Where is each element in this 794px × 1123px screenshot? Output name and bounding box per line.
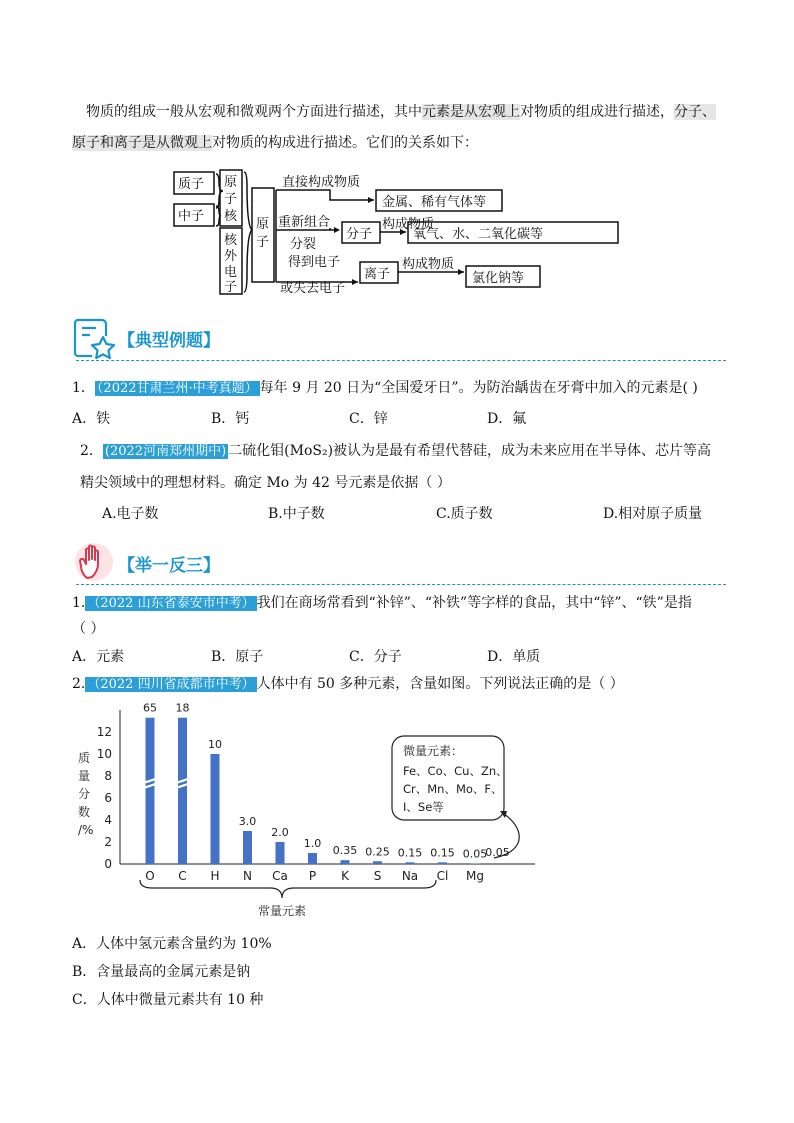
direct-label: 直接构成物质 (282, 175, 361, 190)
section-divider (76, 360, 726, 361)
q4-option-b[interactable]: B．含量最高的金属元素是钠 (72, 964, 251, 980)
category-label-Ca: Ca (272, 869, 288, 883)
y-axis-label-char: 质 (78, 751, 91, 765)
hand-icon (72, 540, 116, 584)
y-tick-label: 8 (104, 769, 112, 783)
bar-Ca (276, 842, 285, 864)
category-label-N: N (243, 869, 252, 883)
value-label-Cl: 0.15 (430, 846, 455, 860)
y-tick-label: 0 (104, 857, 112, 871)
constitute-label-1: 构成物质 (382, 217, 435, 232)
bar-C (178, 718, 187, 864)
ion-label: 离子 (364, 267, 391, 282)
q1-option-b[interactable]: B．钙 (211, 411, 250, 427)
trace-elements-line: I、Se等 (403, 800, 444, 814)
question-source-tag: (2022河南郑州期中) (104, 444, 227, 459)
trace-elements-line: Fe、Co、Cu、Zn、 (403, 764, 508, 778)
value-label-K: 0.35 (332, 844, 358, 858)
q1-option-d[interactable]: D．氟 (487, 411, 527, 427)
category-label-S: S (373, 869, 382, 883)
electron-char: 电 (224, 265, 238, 280)
trace-elements-title: 微量元素： (403, 744, 464, 758)
section-divider (76, 584, 726, 585)
q1-option-c[interactable]: C．锌 (349, 411, 388, 427)
ion-examples-label: 氯化钠等 (472, 271, 525, 286)
bar-O (146, 718, 155, 864)
q4-option-c[interactable]: C．人体中微量元素共有 10 种 (72, 992, 264, 1008)
intro-highlight-micro: 原子和离子是从微观上 (72, 135, 212, 151)
neutron-label: 中子 (178, 209, 205, 224)
section-title-typical-examples: 【典型例题】 (118, 331, 220, 351)
nucleus-char: 子 (224, 192, 238, 207)
metals-label: 金属、稀有气体等 (382, 195, 487, 210)
bar-S (373, 861, 382, 864)
major-elements-label: 常量元素 (257, 904, 307, 918)
q2-option-d[interactable]: D.相对原子质量 (603, 506, 703, 522)
y-tick-label: 12 (96, 725, 112, 739)
bar-Na (406, 862, 415, 864)
value-label-S: 0.25 (365, 845, 390, 859)
category-label-Na: Na (401, 869, 419, 883)
question-number: 2． (80, 443, 103, 459)
q3-option-d[interactable]: D．单质 (487, 649, 541, 665)
category-label-Cl: Cl (436, 869, 449, 883)
intro-highlight-macro: 元素是从宏观上 (422, 104, 520, 120)
value-label-P: 1.0 (303, 837, 322, 850)
category-label-P: P (308, 869, 317, 883)
question-source-tag: （2022甘肃兰州·中考真题） (96, 381, 258, 396)
bar-N (243, 831, 252, 864)
category-label-K: K (341, 869, 349, 883)
category-label-H: H (210, 869, 220, 883)
question-text: 每年 9 月 20 日为“全国爱牙日”。为防治龋齿在牙膏中加入的元素是( ) (259, 380, 698, 396)
question-text: 二硫化钼(MoS₂)被认为是最有希望代替硅，成为未来应用在半导体、芯片等高 (228, 443, 712, 459)
question-2-line-2: 精尖领域中的理想材料。确定 Mo 为 42 号元素是依据（ ） (80, 475, 451, 491)
value-label-extra: 0.05 (485, 846, 510, 859)
lose-electron-label: 或失去电子 (280, 281, 346, 296)
question-3-line-2: （ ） (72, 621, 105, 637)
question-number: 1. (72, 595, 86, 611)
question-2 (80, 441, 711, 462)
value-label-Na: 0.15 (397, 846, 423, 860)
nucleus-char: 原 (224, 175, 238, 190)
chart-y-ticks (97, 725, 112, 871)
value-label-O: 65 (143, 701, 157, 715)
question-text: 人体中有 50 多种元素，含量如图。下列说法正确的是（ ） (256, 676, 624, 692)
bar-H (211, 754, 220, 864)
q3-option-c[interactable]: C．分子 (349, 649, 402, 665)
q3-option-a[interactable]: A．元素 (72, 649, 125, 665)
question-1 (72, 378, 698, 399)
y-axis-label-char: 数 (78, 805, 91, 819)
value-label-Ca: 2.0 (271, 826, 289, 839)
bar-K (341, 860, 350, 864)
q2-option-c[interactable]: C.质子数 (436, 506, 493, 522)
value-label-H: 10 (208, 738, 222, 751)
category-label-O: O (145, 869, 155, 883)
question-source-tag: （2022 四川省成都市中考） (87, 677, 255, 692)
y-tick-label: 4 (104, 813, 112, 827)
question-text: 我们在商场常看到“补锌”、“补铁”等字样的食品，其中“锌”、“铁”是指 (256, 595, 692, 611)
intro-text: 对物质的构成进行描述。它们的关系如下： (212, 135, 478, 151)
electron-char: 核 (224, 233, 238, 248)
q4-option-a[interactable]: A．人体中氢元素含量约为 10% (72, 936, 272, 952)
value-label-N: 3.0 (238, 815, 257, 828)
electron-char: 子 (224, 280, 238, 295)
y-tick-label: 10 (96, 747, 112, 761)
intro-highlight-molecule: 分子、 (674, 104, 716, 120)
y-axis-label-char: 分 (78, 787, 91, 801)
bar-P (308, 853, 317, 864)
molecule-label: 分子 (346, 227, 373, 242)
split-label: 分裂 (290, 237, 317, 252)
y-tick-label: 2 (104, 835, 112, 849)
gain-electron-label: 得到电子 (288, 255, 341, 270)
section-title-practice: 【举一反三】 (118, 556, 220, 576)
q3-option-b[interactable]: B．原子 (211, 649, 264, 665)
category-label-C: C (178, 869, 187, 883)
proton-label: 质子 (178, 177, 205, 192)
value-label-C: 18 (175, 701, 190, 715)
element-content-chart (70, 700, 550, 925)
recombine-label: 重新组合 (278, 215, 331, 230)
question-source-tag: （2022 山东省泰安市中考） (87, 596, 255, 611)
question-4 (72, 674, 624, 695)
constitute-label-2: 构成物质 (402, 257, 455, 272)
molecule-examples-label: 氧气、水、二氧化碳等 (413, 227, 544, 242)
q2-option-b[interactable]: B.中子数 (268, 506, 325, 522)
intro-line-2 (72, 133, 478, 153)
nucleus-char: 核 (224, 209, 238, 224)
y-tick-label: 6 (104, 791, 112, 805)
intro-text: 物质的组成一般从宏观和微观两个方面进行描述，其中 (86, 104, 422, 120)
q2-option-a[interactable]: A.电子数 (102, 506, 159, 522)
atom-char: 原 (256, 217, 270, 232)
intro-text: 对物质的组成进行描述， (520, 104, 674, 120)
value-label-Mg: 0.05 (462, 847, 488, 861)
question-number: 1． (72, 380, 95, 396)
category-label-Mg: Mg (466, 869, 484, 883)
trace-elements-line: Cr、Mn、Mo、F、 (403, 782, 503, 796)
electron-char: 外 (224, 249, 238, 264)
bar-Mg (471, 863, 480, 864)
chart-y-axis-label (78, 750, 93, 837)
bar-Cl (438, 862, 447, 864)
chart-category-labels (145, 869, 484, 883)
atom-char: 子 (256, 235, 270, 250)
q1-option-a[interactable]: A．铁 (72, 411, 111, 427)
y-axis-label-char: /% (78, 823, 94, 837)
intro-line-1 (86, 102, 716, 122)
question-number: 2. (72, 676, 86, 692)
typical-example-icon (72, 316, 116, 360)
matter-composition-diagram (160, 166, 630, 300)
y-axis-label-char: 量 (78, 769, 91, 783)
question-3 (72, 593, 692, 614)
